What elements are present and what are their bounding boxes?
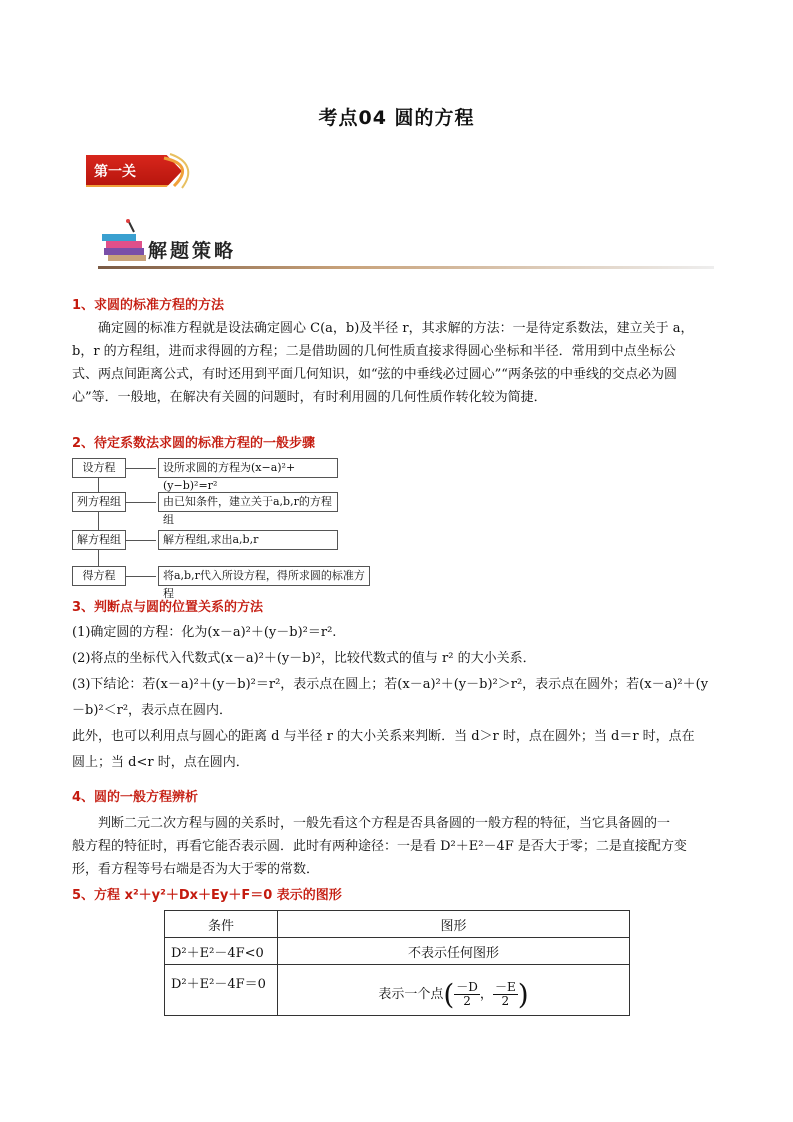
section-3-line-1: (1)确定圆的方程：化为(x－a)²＋(y－b)²＝r². [72,625,337,640]
table-cell-condition-1: D²＋E²－4F<0 [165,938,278,965]
section-1-line-1: 确定圆的标准方程就是设法确定圆心 C(a，b)及半径 r，其求解的方法：一是待定系数法，建立关于 a， [98,321,694,336]
section-heading-4: 4、圆的一般方程辨析 [72,790,199,805]
fraction-e-numerator: －E [494,979,516,994]
section-3-line-2: (2)将点的坐标代入代数式(x－a)²＋(y－b)²，比较代数式的值与 r² 的大小关系． [72,651,536,666]
flow-step-2-desc: 由已知条件，建立关于a,b,r的方程组 [158,492,338,512]
strategy-header: 解题策略 [148,240,237,262]
section-4-body [72,812,724,881]
flow-step-4-label: 得方程 [72,566,126,586]
section-1-body [72,317,724,409]
flow-arrow-right-2 [126,502,156,503]
table-cell-figure-1: 不表示任何图形 [278,938,630,965]
point-separator: ， [479,986,493,1002]
right-paren-icon: ) [517,977,529,1011]
section-1-line-4: 心”等．一般地，在解决有关圆的问题时，有时利用圆的几何性质作转化较为简捷． [72,390,547,405]
table-header-figure: 图形 [278,911,630,938]
flow-step-1-label: 设方程 [72,458,126,478]
section-3-line-4: －b)²＜r²，表示点在圆内． [72,703,233,718]
fraction-d [454,981,480,1008]
section-heading-2: 2、待定系数法求圆的标准方程的一般步骤 [72,436,316,451]
flow-arrow-right-3 [126,540,156,541]
flow-step-1-desc: 设所求圆的方程为(x−a)²+(y−b)²=r² [158,458,338,478]
section-3-line-3: (3)下结论：若(x－a)²＋(y－b)²＝r²，表示点在圆上；若(x－a)²＋(y－b)²＞r²，表示点在圆外；若(x－a)²＋(y [72,677,709,692]
section-heading-5: 5、方程 x²＋y²＋Dx＋Ey＋F＝0 表示的图形 [72,888,342,903]
left-paren-icon: ( [443,977,455,1011]
section-heading-1: 1、求圆的标准方程的方法 [72,298,225,313]
header-divider [98,266,714,269]
equation-cases-table [164,910,630,1016]
flow-step-4-desc: 将a,b,r代入所设方程，得所求圆的标准方程 [158,566,370,586]
table-row [165,965,630,1016]
section-4-line-1: 判断二元二次方程与圆的关系时，一般先看这个方程是否具备圆的一般方程的特征，当它具备圆的一 [98,816,671,831]
table-header-condition: 条件 [165,911,278,938]
flow-step-2-label: 列方程组 [72,492,126,512]
flow-step-3-label: 解方程组 [72,530,126,550]
table-row [165,938,630,965]
flow-arrow-down-2 [98,512,99,530]
fraction-e-denominator: 2 [501,993,510,1008]
section-3-body [72,620,724,776]
flow-arrow-down-3 [98,550,99,566]
table-cell-condition-2: D²＋E²－4F＝0 [165,965,278,1016]
flow-step-3-desc: 解方程组,求出a,b,r [158,530,338,550]
fraction-d-numerator: －D [456,979,478,994]
fraction-d-denominator: 2 [463,993,471,1008]
point-prefix: 表示一个点 [378,986,444,1002]
table-cell-figure-2 [278,965,630,1016]
swoosh-icon [160,150,200,190]
section-1-line-2: b，r 的方程组，进而求得圆的方程；二是借助圆的几何性质直接求得圆心坐标和半径．常用到中点坐标公 [72,344,676,359]
section-heading-3: 3、判断点与圆的位置关系的方法 [72,600,264,615]
section-4-line-3: 形，看方程等号右端是否为大于零的常数． [72,862,320,877]
page-title: 考点04 圆的方程 [318,107,475,129]
flow-arrow-down-1 [98,478,99,492]
flow-arrow-right-1 [126,468,156,469]
section-4-line-2: 般方程的特征时，再看它能否表示圆．此时有两种途径：一是看 D²＋E²－4F 是否大于零；二是直接配方变 [72,839,687,854]
books-icon [98,218,150,264]
flow-arrow-right-4 [126,576,156,577]
section-3-line-6: 圆上；当 d<r 时，点在圆内． [72,755,249,770]
fraction-e [493,981,518,1008]
table-header-row [165,911,630,938]
section-1-line-3: 式、两点间距离公式，有时还用到平面几何知识，如“弦的中垂线必过圆心”“两条弦的中垂线的交点必为圆 [72,367,677,382]
section-3-line-5: 此外，也可以利用点与圆心的距离 d 与半径 r 的大小关系来判断．当 d＞r 时，点在圆外；当 d＝r 时，点在 [72,729,695,744]
level-banner-label: 第一关 [94,164,136,180]
steps-flowchart [72,458,372,600]
